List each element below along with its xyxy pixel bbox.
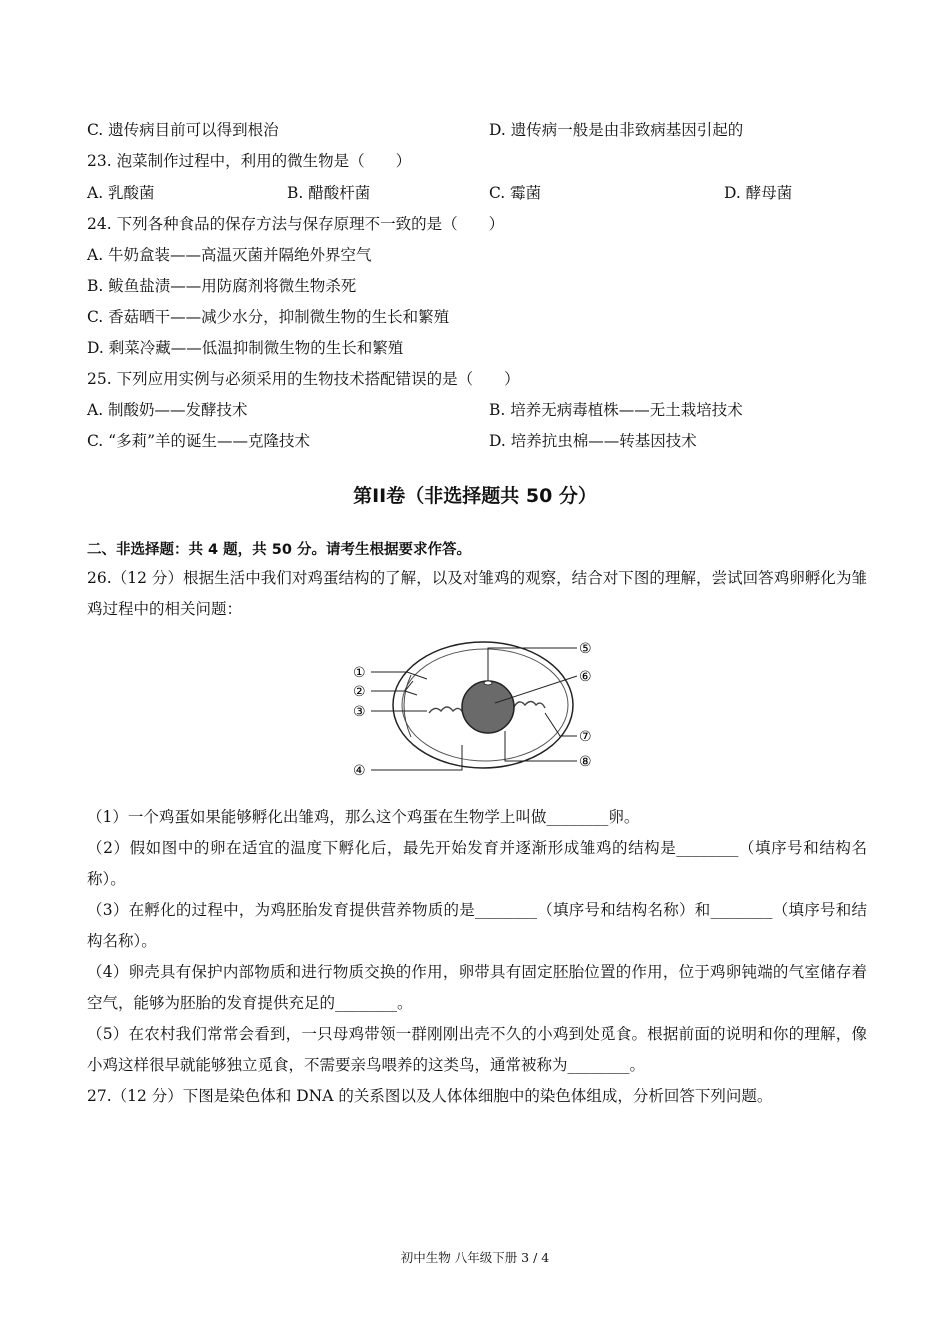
yolk xyxy=(462,681,514,733)
q23-option-d: D. 酵母菌 xyxy=(724,184,793,202)
label-2: ② xyxy=(353,684,366,700)
q25-option-c: C. “多莉”羊的诞生——克隆技术 xyxy=(87,432,311,450)
q23-option-a: A. 乳酸菌 xyxy=(87,184,155,202)
q24-option-c: C. 香菇晒干——减少水分，抑制微生物的生长和繁殖 xyxy=(87,308,450,326)
q26-stem: 26.（12 分）根据生活中我们对鸡蛋结构的了解，以及对雏鸡的观察，结合对下图的理解，尝试回答鸡卵孵化为雏鸡过程中的相关问题： xyxy=(87,569,867,618)
label-6: ⑥ xyxy=(579,669,592,685)
q25-option-a: A. 制酸奶——发酵技术 xyxy=(87,401,248,419)
q26-sub2: （2）假如图中的卵在适宜的温度下孵化后，最先开始发育并逐渐形成雏鸡的结构是________（填序号和结构名称）。 xyxy=(87,839,867,888)
germinal-disc xyxy=(484,681,492,685)
label-1: ① xyxy=(353,665,366,681)
q22-option-d: D. 遗传病一般是由非致病基因引起的 xyxy=(489,121,744,139)
page-footer: 初中生物 八年级下册 3 / 4 xyxy=(400,1250,550,1265)
q27-stem: 27.（12 分）下图是染色体和 DNA 的关系图以及人体体细胞中的染色体组成，分析回答下列问题。 xyxy=(87,1087,773,1105)
q24-option-b: B. 鲅鱼盐渍——用防腐剂将微生物杀死 xyxy=(87,277,357,295)
q23-option-b: B. 醋酸杆菌 xyxy=(287,184,371,202)
label-7: ⑦ xyxy=(579,729,592,745)
q26-sub4: （4）卵壳具有保护内部物质和进行物质交换的作用，卵带具有固定胚胎位置的作用，位于鸡卵钝端的气室储存着空气，能够为胚胎的发育提供充足的________。 xyxy=(87,963,867,1012)
part2-title: 第II卷（非选择题共 50 分） xyxy=(353,485,597,507)
q26-sub1: （1）一个鸡蛋如果能够孵化出雏鸡，那么这个鸡蛋在生物学上叫做________卵。 xyxy=(87,808,640,826)
q26-sub3: （3）在孵化的过程中，为鸡胚胎发育提供营养物质的是________（填序号和结构名称）和________（填序号和结构名称）。 xyxy=(87,901,867,950)
section-heading: 二、非选择题：共 4 题，共 50 分。请考生根据要求作答。 xyxy=(87,542,471,558)
q26-sub5: （5）在农村我们常常会看到，一只母鸡带领一群刚刚出壳不久的小鸡到处觅食。根据前面的说明和你的理解，像小鸡这样很早就能够独立觅食，不需要亲鸟喂养的这类鸟，通常被称为________。 xyxy=(87,1025,867,1074)
label-5: ⑤ xyxy=(579,641,592,657)
q24-option-a: A. 牛奶盒装——高温灭菌并隔绝外界空气 xyxy=(87,246,372,264)
q23-option-c: C. 霉菌 xyxy=(489,184,542,202)
q24-stem: 24. 下列各种食品的保存方法与保存原理不一致的是（ ） xyxy=(87,215,505,233)
label-8: ⑧ xyxy=(579,754,592,770)
q24-option-d: D. 剩菜冷藏——低温抑制微生物的生长和繁殖 xyxy=(87,339,404,357)
egg-diagram-svg xyxy=(345,633,615,789)
egg-structure-diagram xyxy=(345,633,615,793)
q23-stem: 23. 泡菜制作过程中，利用的微生物是（ ） xyxy=(87,152,412,170)
q25-stem: 25. 下列应用实例与必须采用的生物技术搭配错误的是（ ） xyxy=(87,370,520,388)
q25-option-d: D. 培养抗虫棉——转基因技术 xyxy=(489,432,697,450)
label-3: ③ xyxy=(353,704,366,720)
q25-option-b: B. 培养无病毒植株——无土栽培技术 xyxy=(489,401,743,419)
label-4: ④ xyxy=(353,763,366,779)
q22-option-c: C. 遗传病目前可以得到根治 xyxy=(87,121,279,139)
